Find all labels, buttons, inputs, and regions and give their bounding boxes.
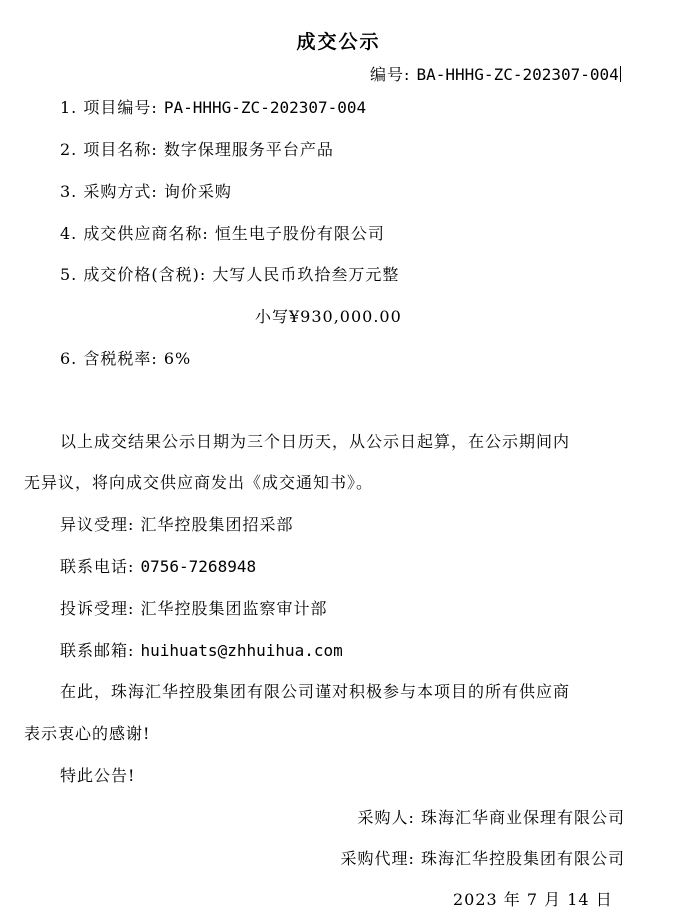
item-num: 1. <box>60 98 78 117</box>
item-value: 数字保理服务平台产品 <box>163 140 334 159</box>
page-title: 成交公示 <box>296 31 381 53</box>
agent-label: 采购代理: <box>340 849 415 868</box>
thanks-paragraph-line1: 在此，珠海汇华控股集团有限公司谨对积极参与本项目的所有供应商 <box>60 682 571 701</box>
item-price <box>60 264 399 286</box>
item-num: 5. <box>60 265 78 284</box>
item-label: 成交价格(含税): <box>83 265 207 284</box>
contact-objection <box>60 514 294 536</box>
item-value: PA-HHHG-ZC-202307-004 <box>163 98 367 117</box>
purchaser <box>357 807 625 829</box>
doc-number-label: 编号: <box>370 65 411 84</box>
contact-email <box>60 640 343 662</box>
item-label: 成交供应商名称: <box>83 224 209 243</box>
doc-number-value: BA-HHHG-ZC-202307-004 <box>416 65 619 84</box>
contact-value: huihuats@zhhuihua.com <box>140 641 343 660</box>
contact-label: 联系邮箱: <box>60 641 135 660</box>
contact-value: 汇华控股集团招采部 <box>140 515 294 534</box>
item-label: 采购方式: <box>83 182 158 201</box>
price-small: 小写¥930,000.00 <box>255 307 402 326</box>
doc-number <box>370 64 621 86</box>
agent-value: 珠海汇华控股集团有限公司 <box>420 849 625 868</box>
item-tax-rate <box>60 348 191 370</box>
purchaser-label: 采购人: <box>357 808 415 827</box>
item-label: 项目编号: <box>83 98 158 117</box>
item-procurement-method <box>60 181 232 203</box>
item-project-number <box>60 97 366 119</box>
procurement-agent <box>340 848 625 870</box>
item-value: 大写人民币玖拾叁万元整 <box>212 265 400 284</box>
purchaser-value: 珠海汇华商业保理有限公司 <box>420 808 625 827</box>
contact-value: 汇华控股集团监察审计部 <box>140 599 328 618</box>
item-label: 含税税率: <box>83 349 158 368</box>
item-num: 3. <box>60 182 78 201</box>
item-num: 4. <box>60 224 78 243</box>
item-value: 6% <box>163 349 192 368</box>
item-value: 恒生电子股份有限公司 <box>214 224 385 243</box>
item-num: 6. <box>60 349 78 368</box>
contact-complaint <box>60 598 328 620</box>
text-cursor <box>620 66 621 82</box>
notice-paragraph-line1: 以上成交结果公示日期为三个日历天，从公示日起算，在公示期间内 <box>60 432 571 451</box>
contact-label: 投诉受理: <box>60 599 135 618</box>
contact-label: 异议受理: <box>60 515 135 534</box>
thanks-paragraph-line2: 表示衷心的感谢! <box>24 724 151 743</box>
closing-text: 特此公告! <box>60 766 136 785</box>
contact-value: 0756-7268948 <box>140 557 257 576</box>
item-project-name <box>60 139 334 161</box>
document-date: 2023 年 7 月 14 日 <box>453 890 613 909</box>
item-label: 项目名称: <box>83 140 158 159</box>
item-num: 2. <box>60 140 78 159</box>
notice-paragraph-line2: 无异议，将向成交供应商发出《成交通知书》。 <box>24 473 374 492</box>
item-value: 询价采购 <box>163 182 232 201</box>
item-supplier-name <box>60 223 385 245</box>
contact-phone <box>60 556 256 578</box>
contact-label: 联系电话: <box>60 557 135 576</box>
